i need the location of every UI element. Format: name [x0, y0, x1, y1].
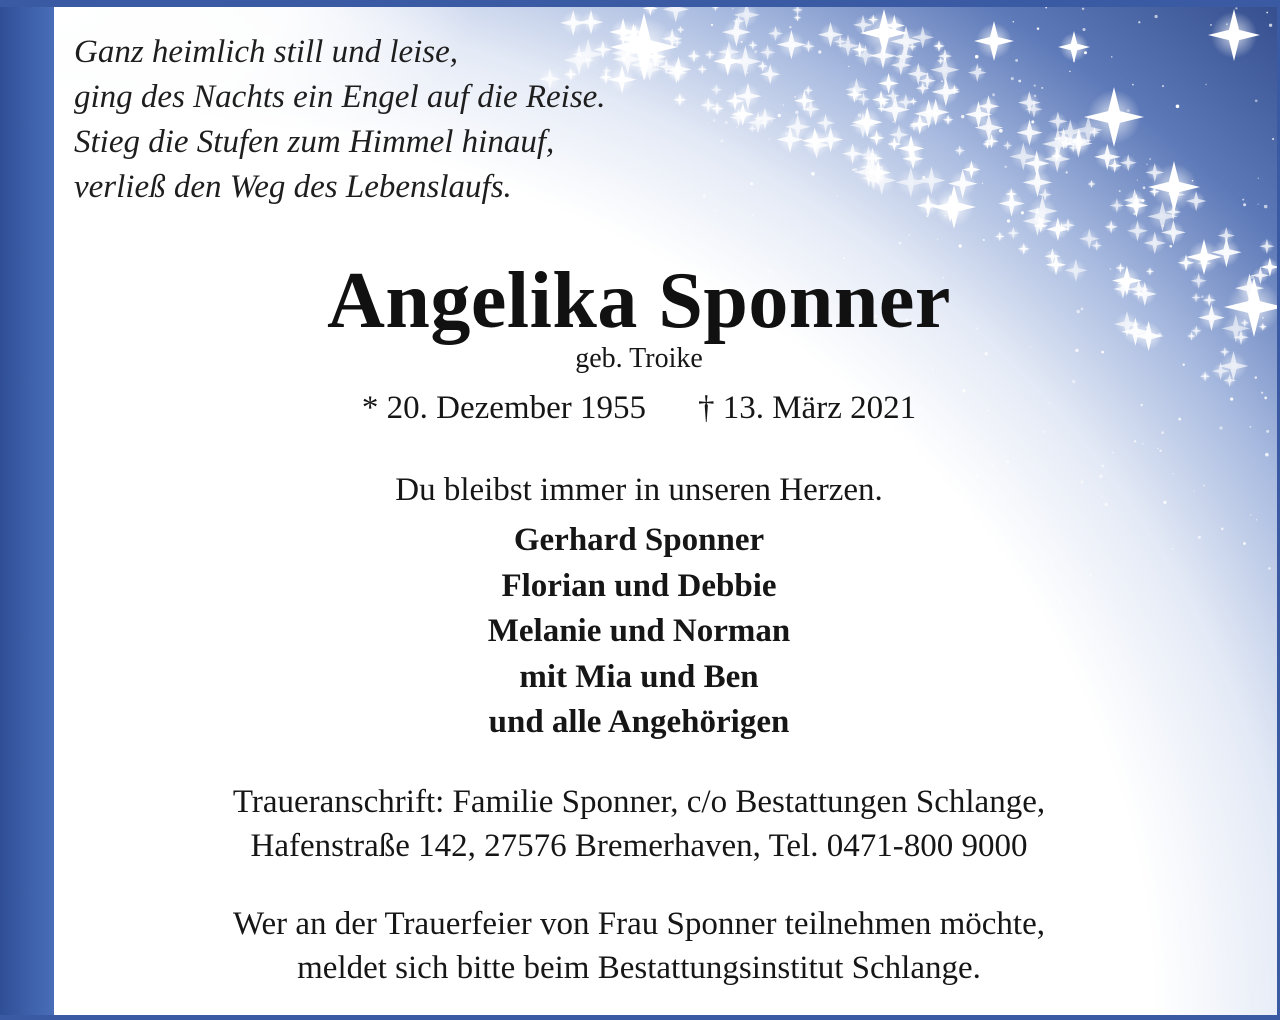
- poem-line: Ganz heimlich still und leise,: [74, 34, 459, 70]
- mourner-name: mit Mia und Ben: [519, 658, 759, 695]
- deceased-name: Angelika Sponner: [327, 257, 951, 345]
- closing-line: Wer an der Trauerfeier von Frau Sponner teilnehmen möchte,: [232, 906, 1045, 942]
- mourner-name: Gerhard Sponner: [513, 522, 765, 558]
- mourning-address: [54, 780, 1224, 868]
- farewell-message: Du bleibst immer in unseren Herzen.: [395, 472, 883, 508]
- closing-line: meldet sich bitte beim Bestattungsinstitut Schlange.: [297, 950, 981, 986]
- funeral-attendance-note: [54, 902, 1224, 990]
- mourner-name: Florian und Debbie: [501, 567, 777, 604]
- poem-line: ging des Nachts ein Engel auf die Reise.: [74, 79, 606, 115]
- death-date: † 13. März 2021: [697, 390, 917, 426]
- maiden-name: geb. Troike: [575, 343, 703, 374]
- life-dates: [54, 386, 1224, 430]
- address-line: Traueranschrift: Familie Sponner, c/o Bestattungen Schlange,: [232, 784, 1046, 820]
- poem-line: Stieg die Stufen zum Himmel hinauf,: [74, 124, 555, 160]
- address-line: Hafenstraße 142, 27576 Bremerhaven, Tel. 0471-800 9000: [250, 828, 1028, 864]
- mourner-name: und alle Angehörigen: [488, 704, 790, 740]
- mourners-list: [54, 518, 1224, 746]
- poem: [74, 30, 606, 210]
- mourner-name: Melanie und Norman: [487, 613, 791, 649]
- poem-line: verließ den Weg des Lebenslaufs.: [74, 169, 512, 205]
- birth-date: * 20. Dezember 1955: [361, 390, 646, 426]
